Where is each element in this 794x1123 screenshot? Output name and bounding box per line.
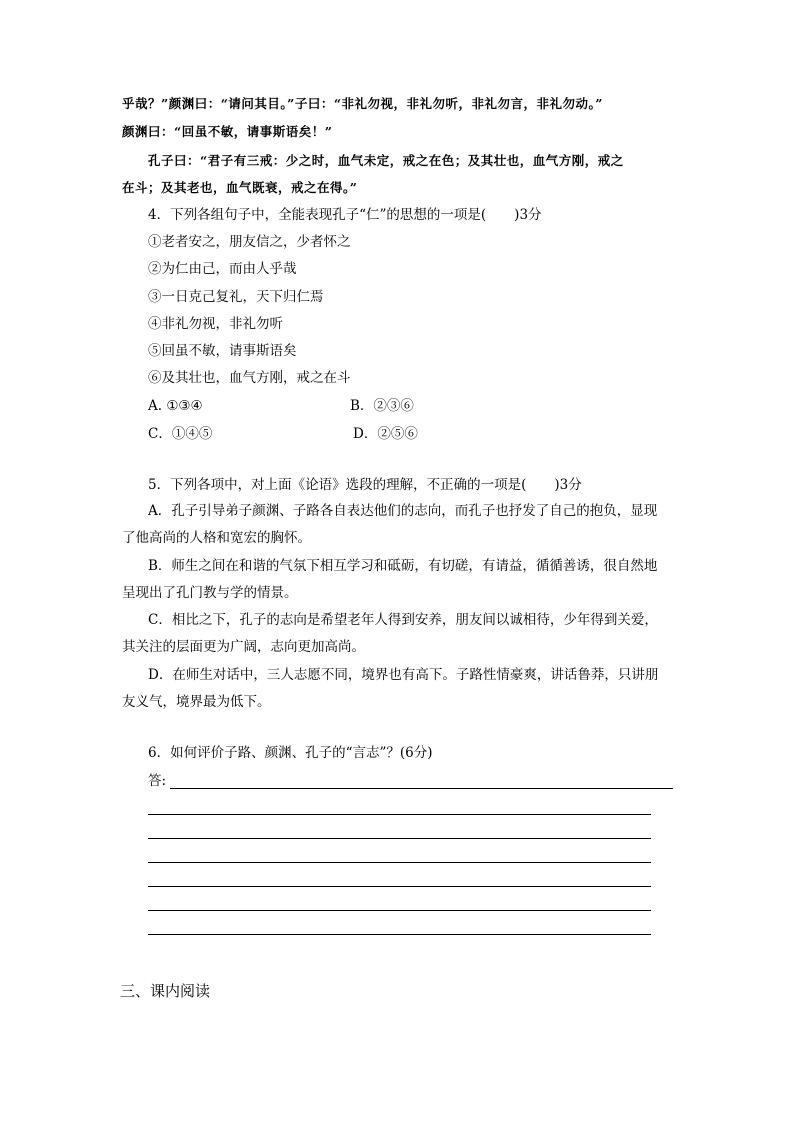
answer-line-5[interactable]: [148, 886, 651, 887]
question-4-item-3: ③一日克己复礼，天下归仁焉: [148, 289, 324, 305]
passage-line-1: 乎哉？”颜渊曰：“请问其目。”子曰：“非礼勿视，非礼勿听，非礼勿言，非礼勿动。”: [122, 96, 603, 111]
answer-line-2[interactable]: [148, 814, 651, 815]
passage-line-4: 在斗；及其老也，血气既衰，戒之在得。”: [122, 180, 358, 195]
passage-line-3: 孔子曰：“君子有三戒：少之时，血气未定，戒之在色；及其壮也，血气方刚，戒之: [148, 153, 624, 168]
question-4-score: )3分: [514, 207, 542, 223]
question-5-option-d-line-2: 友义气，境界最为低下。: [122, 694, 271, 710]
answer-line-1[interactable]: [170, 788, 673, 789]
question-4-option-d[interactable]: D．②⑤⑥: [353, 426, 418, 442]
question-4-stem: [148, 205, 542, 225]
answer-line-7[interactable]: [148, 934, 651, 935]
passage-line-2: 颜渊曰：“回虽不敏，请事斯语矣！”: [122, 124, 333, 139]
question-5-stem-text: 5．下列各项中，对上面《论语》选段的理解，不正确的一项是(: [148, 477, 527, 493]
question-5-option-c-line-2: 其关注的层面更为广阔，志向更加高尚。: [122, 639, 365, 655]
question-5-option-b-line-2: 呈现出了孔门教与学的情景。: [122, 585, 298, 601]
question-4-item-1: ①老者安之，朋友信之，少者怀之: [148, 234, 351, 250]
question-4-option-c[interactable]: C．①④⑤: [148, 426, 213, 442]
question-4-option-a[interactable]: A. ①③④: [148, 398, 203, 414]
question-4-item-4: ④非礼勿视，非礼勿听: [148, 316, 283, 332]
question-5-option-d-line-1[interactable]: D．在师生对话中，三人志愿不同，境界也有高下。子路性情豪爽，讲话鲁莽，只讲朋: [148, 667, 659, 683]
section-heading: 三、课内阅读: [120, 982, 211, 1000]
answer-line-6[interactable]: [148, 910, 651, 911]
question-5-option-a-line-2: 了他高尚的人格和宽宏的胸怀。: [122, 530, 311, 546]
question-5-score: )3分: [554, 477, 582, 493]
question-4-stem-text: 4．下列各组句子中，全能表现孔子“仁”的思想的一项是(: [148, 207, 487, 223]
question-5-option-c-line-1[interactable]: C．相比之下，孔子的志向是希望老年人得到安养，朋友间以诚相待，少年得到关爱，: [148, 612, 658, 628]
question-6-stem: 6．如何评价子路、颜渊、孔子的“言志”？(6分): [148, 745, 433, 761]
answer-line-4[interactable]: [148, 862, 651, 863]
question-4-option-b[interactable]: B．②③⑥: [350, 398, 414, 414]
question-4-item-2: ②为仁由己，而由人乎哉: [148, 261, 297, 277]
question-5-stem: [148, 475, 582, 495]
question-4-item-5: ⑤回虽不敏，请事斯语矣: [148, 343, 297, 359]
question-5-option-b-line-1[interactable]: B．师生之间在和谐的气氛下相互学习和砥砺，有切磋，有请益，循循善诱，很自然地: [148, 558, 658, 574]
question-5-option-a-line-1[interactable]: A．孔子引导弟子颜渊、子路各自表达他们的志向，而孔子也抒发了自己的抱负，显现: [148, 503, 658, 519]
answer-line-3[interactable]: [148, 838, 651, 839]
question-6-answer-label: 答:: [148, 773, 167, 789]
question-4-item-6: ⑥及其壮也，血气方刚，戒之在斗: [148, 370, 351, 386]
